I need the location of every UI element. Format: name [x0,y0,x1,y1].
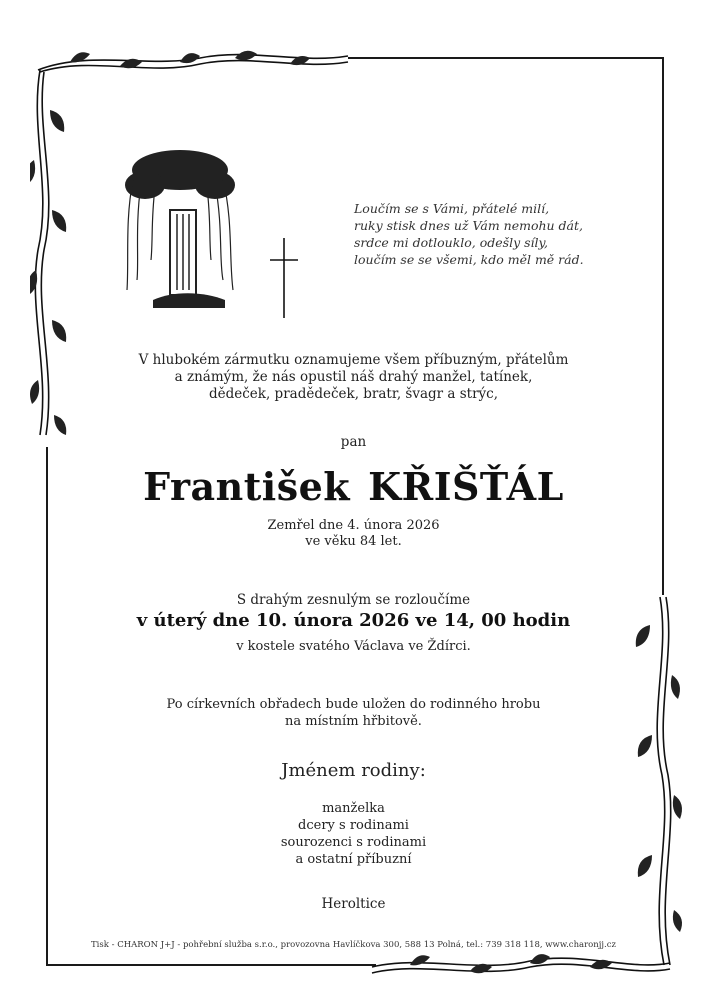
honorific: pan [340,434,367,450]
ceremony-place: v kostele svatého Václava ve Ždírci. [236,639,471,654]
family-item: manželka [322,801,385,816]
weeping-willow-tree-icon [115,140,245,315]
village: Heroltice [321,896,386,912]
burial-line: na místním hřbitově. [285,714,422,729]
poem-line: ruky stisk dnes už Vám nemohu dát, [354,218,583,233]
last-name: KŘIŠŤÁL [368,464,564,509]
ceremony-time: v úterý dne 10. února 2026 ve 14, 00 hodin [136,610,571,631]
family-item: dcery s rodinami [298,818,409,833]
family-list [0,800,707,868]
first-name: František [143,464,351,509]
deceased-name [0,464,707,509]
burial-info [0,696,707,730]
intro-line: dědeček, pradědeček, bratr, švagr a strýc, [208,386,499,402]
cross-icon [268,238,300,318]
frame-bottom-line [46,964,376,966]
death-date: Zemřel dne 4. února 2026 [267,518,440,533]
frame-right-line [662,57,664,595]
poem-line: srdce mi dotlouklo, odešly síly, [354,235,548,250]
intro-line: a známým, že nás opustil náš drahý manžel, tatínek, [174,369,533,385]
family-title: Jménem rodiny: [281,760,426,781]
poem-line: loučím se se všemi, kdo měl mě rád. [354,252,584,267]
printer-footer: Tisk - CHARON J+J - pohřební služba s.r.o., provozovna Havlíčkova 300, 588 13 Polná, tel.: 739 318 118, www.charonjj.cz [91,940,616,950]
frame-top-line [348,57,664,59]
age: ve věku 84 let. [305,534,402,549]
death-info [0,518,707,550]
intro-line: V hlubokém zármutku oznamujeme všem příbuzným, přátelům [138,352,569,368]
family-item: a ostatní příbuzní [295,852,412,867]
family-item: sourozenci s rodinami [280,835,427,850]
farewell-intro: S drahým zesnulým se rozloučíme [236,592,471,608]
poem-line: Loučím se s Vámi, přátelé milí, [354,201,550,216]
poem [354,200,644,268]
burial-line: Po církevních obřadech bude uložen do rodinného hrobu [166,697,541,712]
announcement-intro [0,352,707,403]
